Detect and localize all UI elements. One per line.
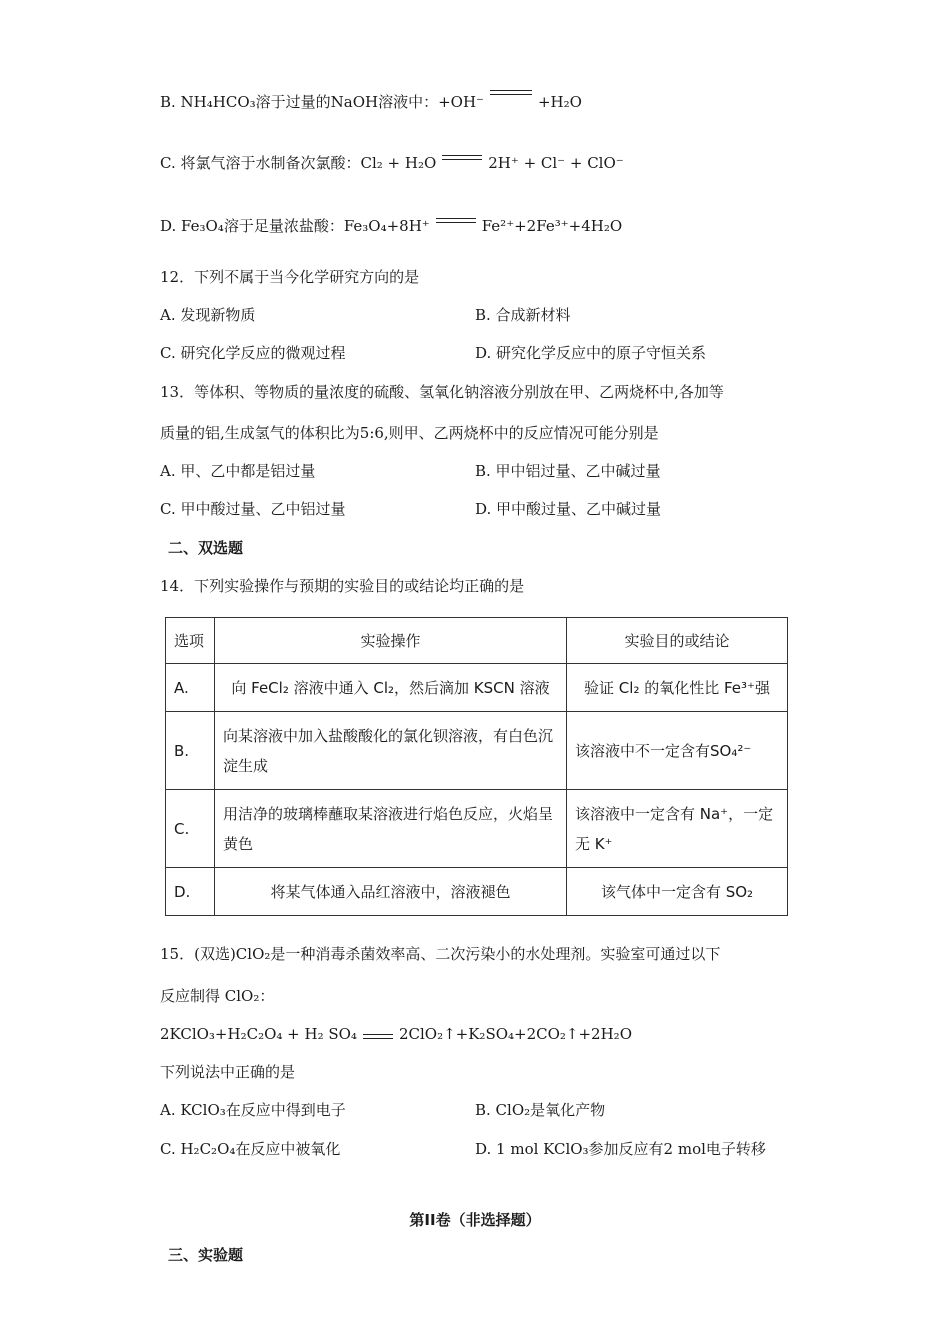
q13-stem-line1: 13．等体积、等物质的量浓度的硫酸、氢氧化钠溶液分别放在甲、乙两烧杯中,各加等: [160, 383, 724, 401]
section-heading-double-choice: 二、双选题: [168, 539, 244, 557]
table-row: [166, 868, 788, 916]
table-header-operation: 实验操作: [215, 618, 567, 664]
table-header-conclusion: 实验目的或结论: [567, 618, 788, 664]
q11-option-c-text: C. 将氯气溶于水制备次氯酸：Cl₂ + H₂O: [160, 154, 437, 172]
table-row: [166, 664, 788, 712]
equals-sign: [436, 218, 476, 219]
q11-option-d-text: D. Fe₃O₄溶于足量浓盐酸：Fe₃O₄+8H⁺: [160, 217, 430, 235]
table-row: [166, 790, 788, 868]
q15-equation: [160, 1024, 632, 1044]
table-row: [166, 712, 788, 790]
equals-sign: [490, 90, 532, 91]
table-cell-conclusion: 该溶液中不一定含有SO₄²⁻: [567, 712, 788, 790]
equals-sign: [363, 1034, 393, 1035]
equals-sign: [442, 155, 482, 156]
table-cell-option: B.: [166, 712, 215, 790]
table-cell-option: C.: [166, 790, 215, 868]
table-cell-option: D.: [166, 868, 215, 916]
table-cell-option: A.: [166, 664, 215, 712]
part2-title: 第II卷（非选择题）: [409, 1211, 541, 1229]
table-cell-conclusion: 验证 Cl₂ 的氧化性比 Fe³⁺强: [567, 664, 788, 712]
q15-equation-left: 2KClO₃+H₂C₂O₄ + H₂ SO₄: [160, 1025, 357, 1043]
table-cell-conclusion: 该气体中一定含有 SO₂: [567, 868, 788, 916]
q15-stem-line1: 15．(双选)ClO₂是一种消毒杀菌效率高、二次污染小的水处理剂。实验室可通过以下: [160, 945, 721, 963]
q13-option-a: A. 甲、乙中都是铝过量: [160, 462, 316, 480]
q11-option-b-tail: +H₂O: [537, 93, 582, 111]
q15-option-d: D. 1 mol KClO₃参加反应有2 mol电子转移: [475, 1140, 766, 1158]
q15-equation-right: 2ClO₂↑+K₂SO₄+2CO₂↑+2H₂O: [398, 1025, 632, 1043]
q11-option-c: [160, 153, 624, 173]
q12-option-d: D. 研究化学反应中的原子守恒关系: [475, 344, 707, 362]
table-header-row: [166, 618, 788, 664]
table-cell-operation: 用洁净的玻璃棒蘸取某溶液进行焰色反应，火焰呈黄色: [215, 790, 567, 868]
q11-option-c-tail: 2H⁺ + Cl⁻ + ClO⁻: [488, 154, 624, 172]
q13-option-b: B. 甲中铝过量、乙中碱过量: [475, 462, 661, 480]
experiment-table: [165, 617, 788, 916]
section-heading-experiment: 三、实验题: [168, 1246, 244, 1264]
table-header-option: 选项: [166, 618, 215, 664]
q13-stem-line2: 质量的铝,生成氢气的体积比为5:6,则甲、乙两烧杯中的反应情况可能分别是: [160, 424, 659, 442]
q12-option-a: A. 发现新物质: [160, 306, 256, 324]
q15-option-c: C. H₂C₂O₄在反应中被氧化: [160, 1140, 341, 1158]
q15-stem-line3: 下列说法中正确的是: [160, 1063, 296, 1081]
q15-option-b: B. ClO₂是氧化产物: [475, 1101, 606, 1119]
table-cell-operation: 将某气体通入品红溶液中，溶液褪色: [215, 868, 567, 916]
q15-stem-line2: 反应制得 ClO₂：: [160, 987, 275, 1005]
table-cell-operation: 向某溶液中加入盐酸酸化的氯化钡溶液，有白色沉淀生成: [215, 712, 567, 790]
q15-option-a: A. KClO₃在反应中得到电子: [160, 1101, 346, 1119]
q11-option-b-text: B. NH₄HCO₃溶于过量的NaOH溶液中：+OH⁻: [160, 93, 484, 111]
table-cell-operation: 向 FeCl₂ 溶液中通入 Cl₂，然后滴加 KSCN 溶液: [215, 664, 567, 712]
q11-option-b: [160, 90, 582, 112]
q12-option-b: B. 合成新材料: [475, 306, 571, 324]
table-cell-conclusion: 该溶液中一定含有 Na⁺，一定无 K⁺: [567, 790, 788, 868]
q12-option-c: C. 研究化学反应的微观过程: [160, 344, 346, 362]
q12-stem: 12．下列不属于当今化学研究方向的是: [160, 268, 420, 286]
q14-stem: 14．下列实验操作与预期的实验目的或结论均正确的是: [160, 577, 525, 595]
q13-option-c: C. 甲中酸过量、乙中铝过量: [160, 500, 346, 518]
q11-option-d: [160, 216, 622, 236]
q11-option-d-tail: Fe²⁺+2Fe³⁺+4H₂O: [481, 217, 623, 235]
q13-option-d: D. 甲中酸过量、乙中碱过量: [475, 500, 662, 518]
